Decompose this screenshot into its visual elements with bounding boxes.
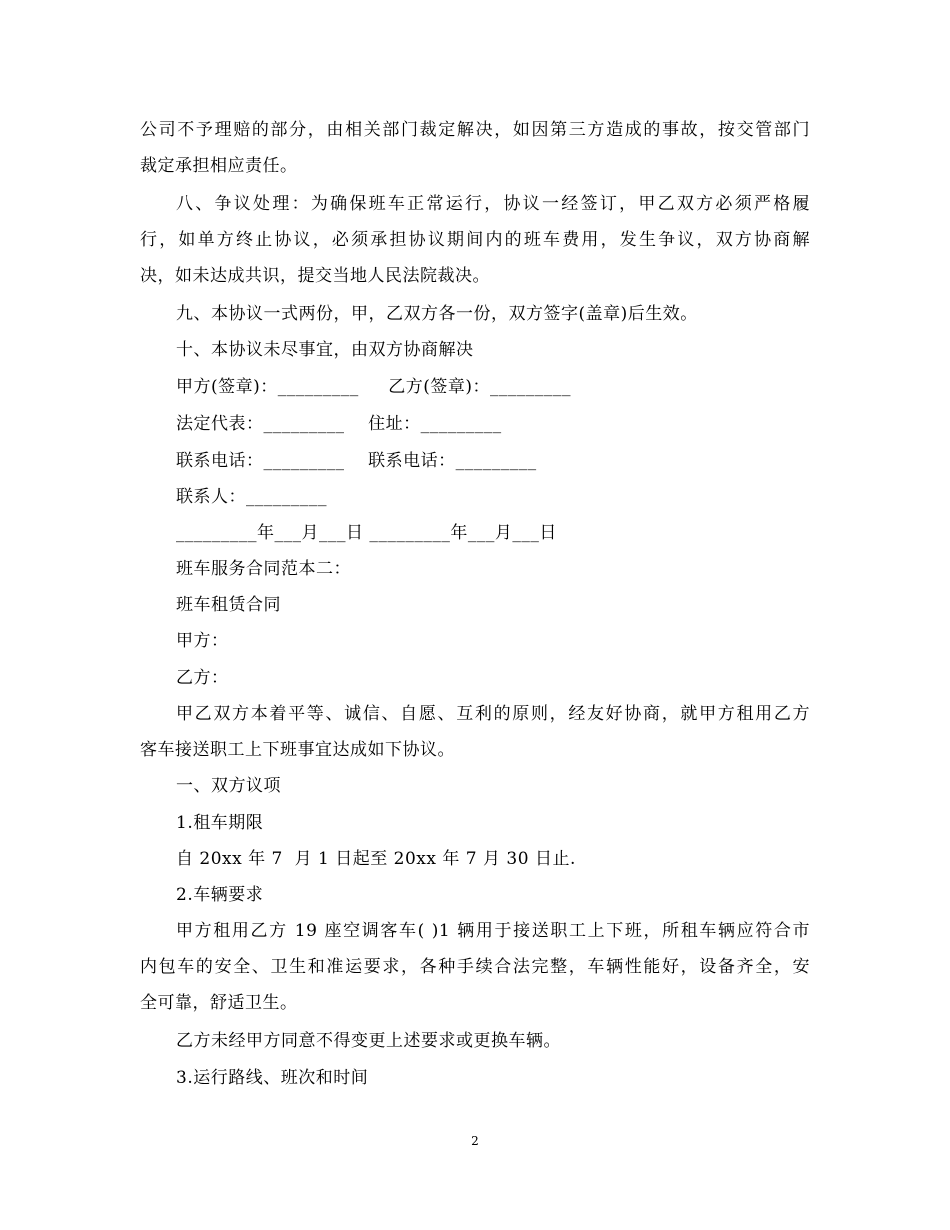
contact-phones: 联系电话：_________ 联系电话：_________: [176, 451, 537, 471]
preamble-line-2: 客车接送职工上下班事宜达成如下协议。: [140, 740, 455, 760]
clause-7-tail: [140, 112, 810, 184]
item-2-body: [140, 913, 810, 1021]
party-signatures: 甲方(签章)：_________ 乙方(签章)：_________: [176, 377, 572, 397]
item-2-body-line-3: 全可靠，舒适卫生。: [140, 993, 298, 1013]
clause-8-line-1: 八、争议处理：为确保班车正常运行，协议一经签订，甲乙双方必须严格履: [176, 194, 810, 214]
preamble: [140, 696, 810, 768]
item-2-body-line-1: 甲方租用乙方 19 座空调客车( )1 辆用于接送职工上下班，所租车辆应符合市: [176, 921, 810, 941]
signature-line-phone: [140, 443, 810, 479]
clause-7-line-2: 裁定承担相应责任。: [140, 156, 298, 176]
page-number: 2: [471, 1134, 479, 1148]
signature-dates: _________年___月___日 _________年___月___日: [176, 523, 557, 543]
preamble-line-1: 甲乙双方本着平等、诚信、自愿、互利的原则，经友好协商，就甲方租用乙方: [176, 704, 810, 724]
item-2-body-line-2: 内包车的安全、卫生和准运要求，各种手续合法完整，车辆性能好，设备齐全，安: [140, 957, 810, 977]
clause-8: [140, 186, 810, 294]
item-2-title-text: 2.车辆要求: [176, 885, 264, 905]
party-a-line: [140, 623, 810, 659]
clause-9-text: 九、本协议一式两份，甲，乙双方各一份，双方签字(盖章)后生效。: [176, 304, 698, 324]
signature-line-legal-rep: [140, 406, 810, 442]
section-1-text: 一、双方议项: [176, 776, 281, 796]
item-1-title: [140, 805, 810, 841]
section-1-heading: [140, 768, 810, 804]
signature-line-parties: [140, 369, 810, 405]
party-b-label: 乙方：: [176, 668, 229, 688]
item-2-note-text: 乙方未经甲方同意不得变更上述要求或更换车辆。: [176, 1031, 561, 1051]
clause-7-line-1: 公司不予理赔的部分，由相关部门裁定解决，如因第三方造成的事故，按交管部门: [140, 120, 810, 140]
sample-2-heading-text: 班车服务合同范本二：: [176, 559, 351, 579]
party-b-line: [140, 660, 810, 696]
signature-line-contact: [140, 479, 810, 515]
item-3-title: [140, 1060, 810, 1096]
clause-9: [140, 296, 810, 332]
item-1-body-text: 自 20xx 年 7 月 1 日起至 20xx 年 7 月 30 日止.: [176, 849, 576, 869]
contract-title: [140, 587, 810, 623]
contract-title-text: 班车租赁合同: [176, 595, 281, 615]
item-2-note: [140, 1023, 810, 1059]
clause-8-line-3: 决，如未达成共识，提交当地人民法院裁决。: [140, 266, 490, 286]
signature-line-dates: [140, 515, 810, 551]
item-2-title: [140, 877, 810, 913]
legal-rep-address: 法定代表：_________ 住址：_________: [176, 414, 502, 434]
item-1-title-text: 1.租车期限: [176, 813, 264, 833]
item-3-title-text: 3.运行路线、班次和时间: [176, 1068, 369, 1088]
contact-person: 联系人：_________: [176, 487, 327, 507]
party-a-label: 甲方：: [176, 631, 229, 651]
clause-8-line-2: 行，如单方终止协议，必须承担协议期间内的班车费用，发生争议，双方协商解: [140, 230, 810, 250]
sample-2-heading: [140, 551, 810, 587]
clause-10: [140, 332, 810, 368]
item-1-body: [140, 841, 810, 877]
clause-10-text: 十、本协议未尽事宜，由双方协商解决: [176, 340, 474, 360]
